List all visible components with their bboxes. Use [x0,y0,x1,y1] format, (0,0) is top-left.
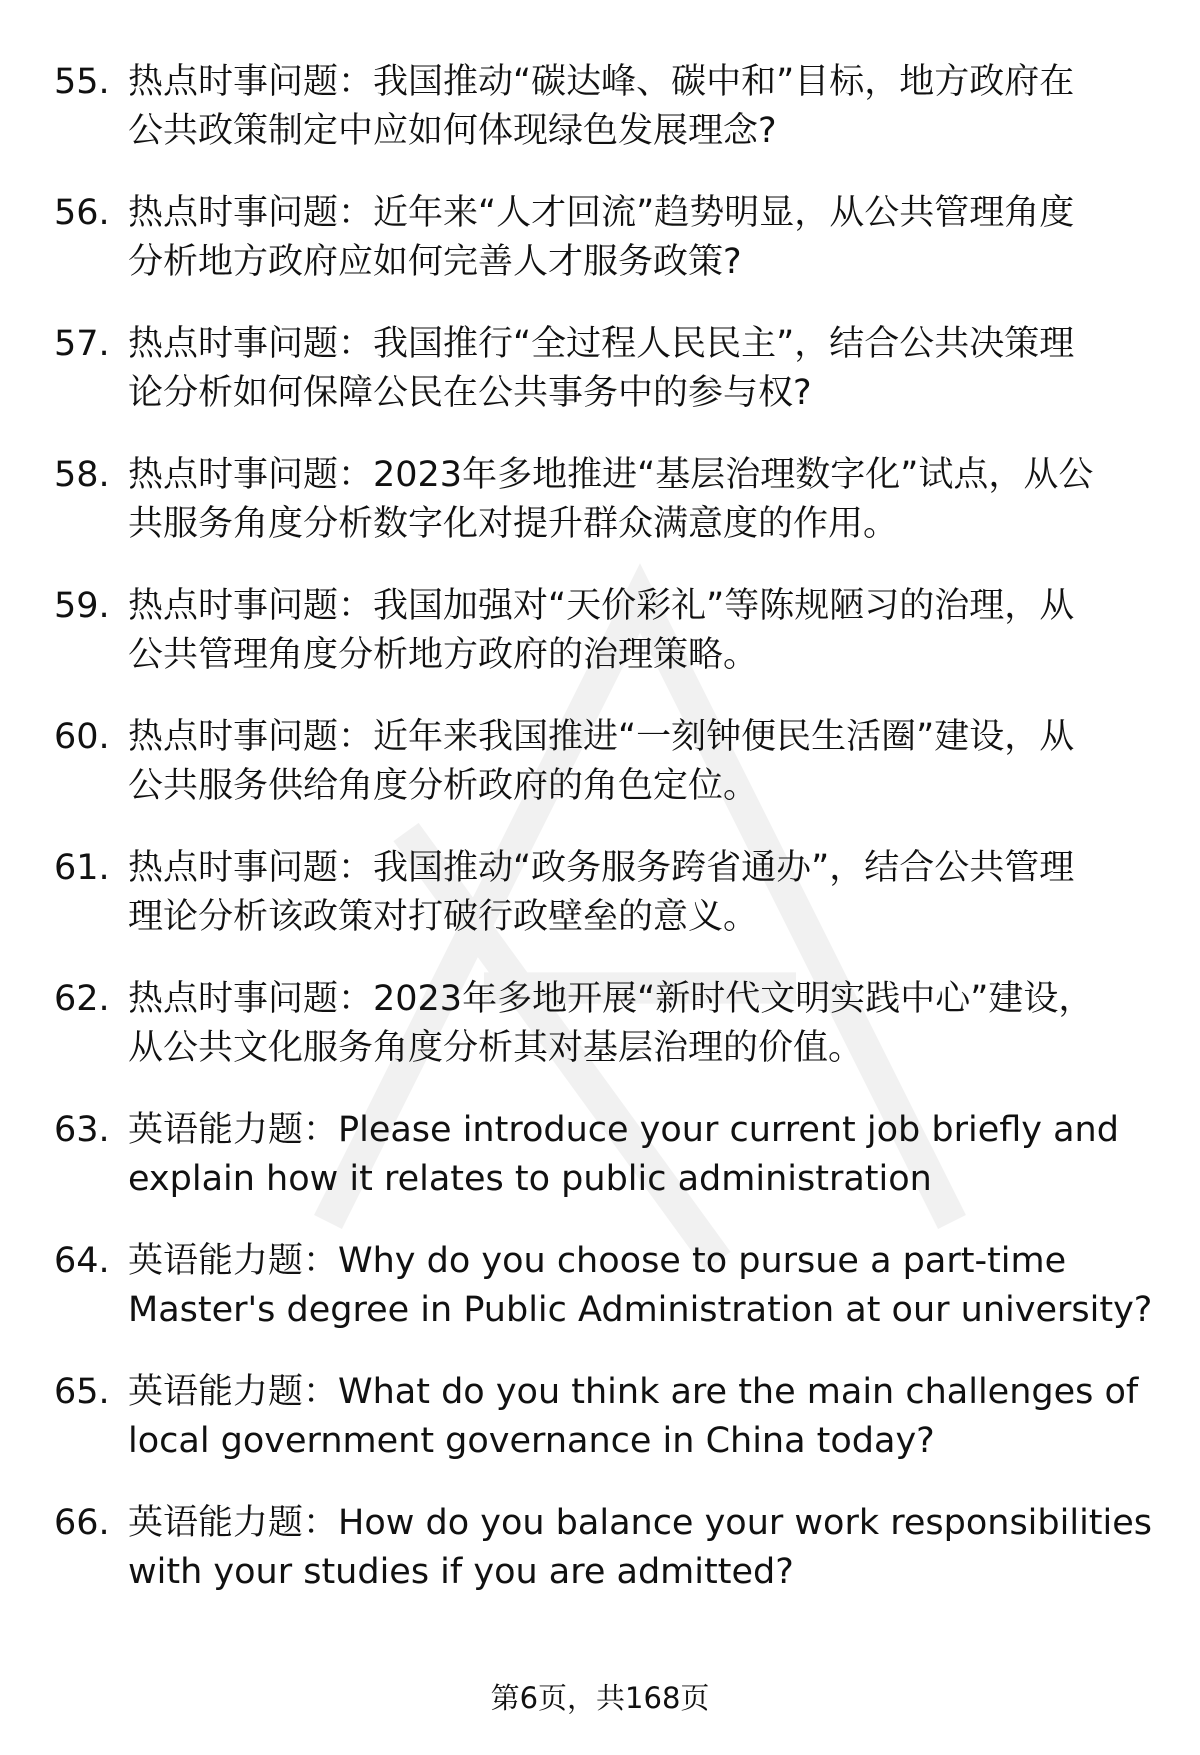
question-number: 63. [54,1110,110,1150]
question-text-line: 英语能力题：What do you think are the main challenges of [128,1372,1139,1412]
question-number: 65. [54,1372,110,1412]
question-text [128,451,1178,549]
question-text-line: with your studies if you are admitted? [128,1552,794,1592]
question-number: 55. [54,62,110,102]
question-text [128,1106,1178,1204]
question-text-line: 英语能力题：Why do you choose to pursue a part-time [128,1241,1067,1281]
question-text-line: 英语能力题：Please introduce your current job briefly and [128,1110,1119,1150]
question-text [128,582,1178,680]
question-text-line: 热点时事问题：近年来我国推进“一刻钟便民生活圈”建设，从 [128,717,1075,757]
question-text-line: 热点时事问题：2023年多地开展“新时代文明实践中心”建设， [128,979,1094,1019]
question-number: 57. [54,324,110,364]
question-text-line: 热点时事问题：2023年多地推进“基层治理数字化”试点，从公 [128,455,1094,495]
question-text-line: Master's degree in Public Administration at our university? [128,1290,1153,1330]
question-text [128,189,1178,287]
question-text-line: 分析地方政府应如何完善人才服务政策? [128,242,742,282]
question-number: 61. [54,848,110,888]
question-text-line: 共服务角度分析数字化对提升群众满意度的作用。 [128,504,899,544]
question-text [128,844,1178,942]
question-text-line: explain how it relates to public administration [128,1159,932,1199]
question-text-line: 英语能力题：How do you balance your work responsibilities [128,1503,1153,1543]
question-number: 66. [54,1503,110,1543]
question-number: 62. [54,979,110,1019]
question-text [128,975,1178,1073]
page-number: 第6页，共168页 [490,1681,710,1715]
question-text [128,1368,1178,1466]
question-text [128,58,1178,156]
question-text-line: 热点时事问题：我国加强对“天价彩礼”等陈规陋习的治理，从 [128,586,1075,626]
question-text [128,1237,1178,1335]
question-text [128,320,1178,418]
question-number: 56. [54,193,110,233]
question-text-line: 论分析如何保障公民在公共事务中的参与权? [128,373,812,413]
question-text-line: 理论分析该政策对打破行政壁垒的意义。 [128,897,759,937]
question-text-line: 热点时事问题：我国推动“政务服务跨省通办”，结合公共管理 [128,848,1075,888]
question-text-line: 从公共文化服务角度分析其对基层治理的价值。 [128,1028,864,1068]
question-text-line: 公共管理角度分析地方政府的治理策略。 [128,635,759,675]
question-text-line: 公共政策制定中应如何体现绿色发展理念? [128,111,777,151]
question-text-line: 热点时事问题：近年来“人才回流”趋势明显，从公共管理角度 [128,193,1075,233]
question-text-line: local government governance in China today? [128,1421,935,1461]
question-number: 59. [54,586,110,626]
question-number: 64. [54,1241,110,1281]
question-number: 60. [54,717,110,757]
question-text-line: 热点时事问题：我国推动“碳达峰、碳中和”目标，地方政府在 [128,62,1075,102]
question-text [128,713,1178,811]
question-text [128,1499,1178,1597]
question-text-line: 公共服务供给角度分析政府的角色定位。 [128,766,759,806]
question-text-line: 热点时事问题：我国推行“全过程人民民主”，结合公共决策理 [128,324,1075,364]
question-number: 58. [54,455,110,495]
